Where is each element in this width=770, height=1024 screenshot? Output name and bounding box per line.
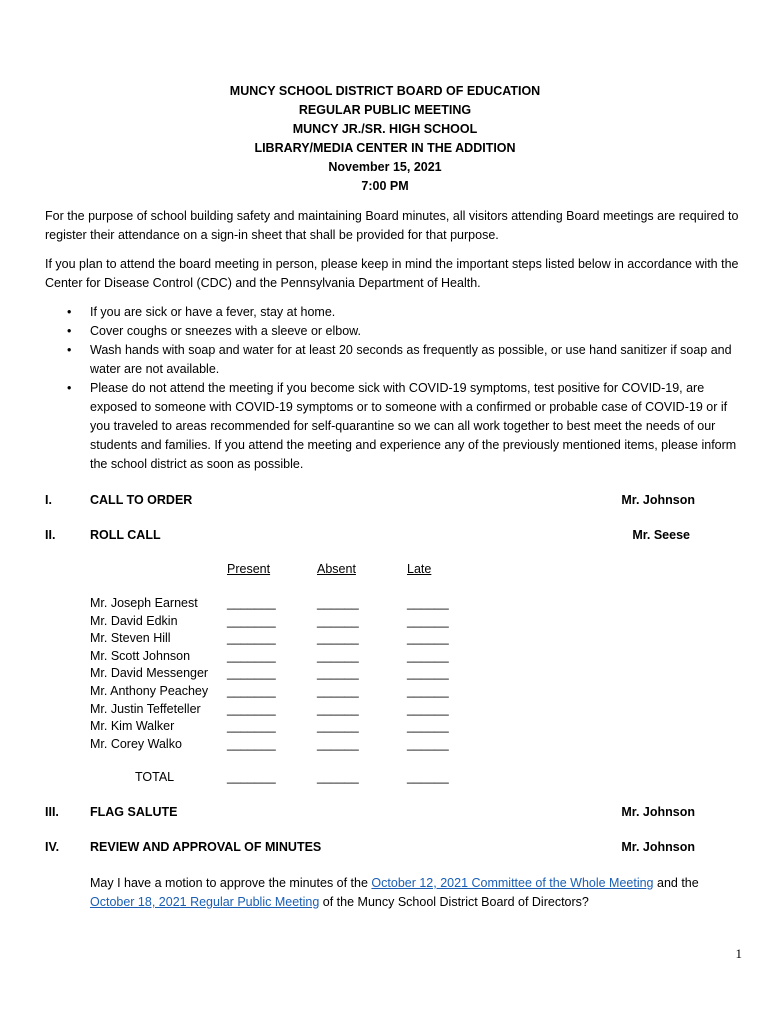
present-blank: _______: [227, 684, 276, 698]
agenda-title: CALL TO ORDER: [90, 493, 193, 507]
late-blank: ______: [407, 684, 449, 698]
member-name: Mr. David Messenger: [90, 666, 209, 681]
late-blank: ______: [407, 736, 449, 751]
column-header-absent: Absent: [317, 562, 356, 576]
present-blank: _______: [227, 631, 276, 646]
column-header-present: Present: [227, 562, 271, 576]
late-blank: ______: [407, 770, 449, 784]
bullet-icon: •: [67, 381, 72, 395]
late-blank: ______: [407, 631, 449, 646]
agenda-presenter: Mr. Seese: [632, 528, 690, 542]
agenda-title: ROLL CALL: [90, 528, 161, 542]
header-location: LIBRARY/MEDIA CENTER IN THE ADDITION: [254, 141, 516, 155]
member-name: Mr. Anthony Peachey: [90, 684, 209, 698]
bullet-icon: •: [67, 343, 72, 357]
page-number: 1: [735, 946, 742, 961]
late-blank: ______: [407, 666, 449, 681]
absent-blank: ______: [317, 736, 359, 751]
present-blank: _______: [227, 770, 276, 784]
present-blank: _______: [227, 666, 276, 681]
link-october-18-minutes[interactable]: October 18, 2021 Regular Public Meeting: [90, 895, 320, 909]
list-item: • Please do not attend the meeting if you become sick with COVID-19 symptoms, test positive for COVID-19, are exposed to someone with COVID-19 symptoms or to someone with a confirmed or probable case of COVID-19 or if you traveled to areas recommended for self-quarantine so we can all work together to best meet the needs of our students and families. If you attend the meeting and experience any of the previously mentioned items, please inform the school district as soon as possible.: [67, 381, 737, 471]
agenda-title: FLAG SALUTE: [90, 805, 178, 819]
health-guidelines-list: [45, 303, 745, 474]
list-item: • Wash hands with soap and water for at least 20 seconds as frequently as possible, or use hand sanitizer if soap and water are not available.: [67, 343, 732, 376]
absent-blank: ______: [317, 719, 359, 734]
absent-blank: ______: [317, 701, 359, 716]
agenda-title: REVIEW AND APPROVAL OF MINUTES: [90, 840, 322, 854]
absent-blank: ______: [317, 666, 359, 681]
member-name: Mr. Corey Walko: [90, 736, 182, 751]
present-blank: _______: [227, 596, 276, 610]
agenda-number: III.: [45, 805, 59, 819]
list-item: • If you are sick or have a fever, stay at home.: [45, 303, 745, 322]
agenda-number: II.: [45, 528, 56, 542]
absent-blank: ______: [317, 596, 359, 610]
bullet-icon: •: [67, 305, 72, 319]
late-blank: ______: [407, 613, 449, 628]
member-name: Mr. David Edkin: [90, 613, 178, 628]
header-district: MUNCY SCHOOL DISTRICT BOARD OF EDUCATION: [229, 84, 541, 98]
absent-blank: ______: [317, 648, 359, 663]
present-blank: _______: [227, 736, 276, 751]
absent-blank: ______: [317, 770, 359, 784]
agenda-presenter: Mr. Johnson: [621, 493, 695, 507]
agenda-number: IV.: [45, 840, 60, 854]
member-name: Mr. Steven Hill: [90, 631, 171, 646]
link-october-12-minutes[interactable]: October 12, 2021 Committee of the Whole Meeting: [371, 876, 654, 890]
agenda-presenter: Mr. Johnson: [621, 840, 695, 854]
header-meeting-type: REGULAR PUBLIC MEETING: [298, 103, 472, 117]
present-blank: _______: [227, 648, 276, 663]
absent-blank: ______: [317, 613, 359, 628]
header-school: MUNCY JR./SR. HIGH SCHOOL: [292, 122, 478, 136]
present-blank: _______: [227, 613, 276, 628]
present-blank: _______: [227, 701, 276, 716]
member-name: Mr. Justin Teffeteller: [90, 701, 201, 716]
member-name: Mr. Joseph Earnest: [90, 596, 198, 610]
header-date: November 15, 2021: [328, 160, 442, 174]
absent-blank: ______: [317, 631, 359, 646]
agenda-presenter: Mr. Johnson: [621, 805, 695, 819]
late-blank: ______: [407, 701, 449, 716]
motion-paragraph: May I have a motion to approve the minutes of the October 12, 2021 Committee of the Whole Meeting and the October 18, 2021 Regular Public Meeting of the Muncy School District Board of Directors?: [90, 876, 699, 909]
member-name: Mr. Scott Johnson: [90, 648, 191, 663]
header-time: 7:00 PM: [361, 179, 409, 193]
meeting-header: [0, 82, 770, 196]
agenda-number: I.: [45, 493, 52, 507]
column-header-late: Late: [407, 562, 432, 576]
absent-blank: ______: [317, 684, 359, 698]
bullet-icon: •: [67, 324, 72, 338]
total-label: TOTAL: [135, 770, 175, 784]
late-blank: ______: [407, 719, 449, 734]
intro-paragraph-1: For the purpose of school building safety and maintaining Board minutes, all visitors attending Board meetings are required to register their attendance on a sign-in sheet that shall be provided for that purpose.: [45, 209, 739, 242]
late-blank: ______: [407, 648, 449, 663]
present-blank: _______: [227, 719, 276, 734]
list-item: • Cover coughs or sneezes with a sleeve or elbow.: [45, 322, 745, 341]
intro-paragraph-2: If you plan to attend the board meeting in person, please keep in mind the important steps listed below in accordance with the Center for Disease Control (CDC) and the Pennsylvania Department of Health.: [45, 257, 739, 290]
late-blank: ______: [407, 596, 449, 610]
member-name: Mr. Kim Walker: [90, 719, 175, 734]
